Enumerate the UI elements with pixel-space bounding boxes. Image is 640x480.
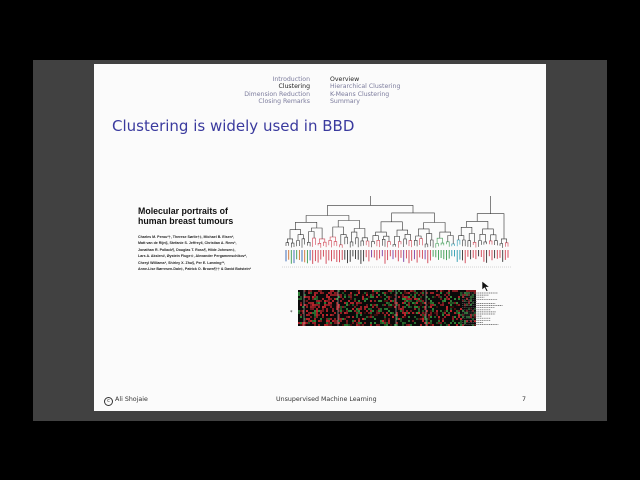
author-line: Matt van de Rijn§, Stefanie S. Jeffrey‖, Christian A. Rees*, bbox=[138, 241, 237, 246]
nav-subsection-overview[interactable]: Overview bbox=[330, 76, 360, 83]
author-line: Cheryl Williams*, Shirley X. Zhu§, Per E. Lønning**, bbox=[138, 260, 226, 265]
gene-cluster-labels-image bbox=[462, 292, 514, 328]
heatmap-image bbox=[298, 290, 476, 326]
article-title-line-1: Molecular portraits of bbox=[138, 206, 228, 216]
nav-section-introduction[interactable]: Introduction bbox=[272, 76, 310, 83]
nav-subsection-kmeans[interactable]: K-Means Clustering bbox=[330, 90, 390, 98]
figure-marker: * bbox=[290, 310, 293, 316]
mouse-cursor-icon bbox=[481, 280, 491, 292]
author-line: Charles M. Perou*†, Therese Sørlie†‡, Michael B. Eisen*, bbox=[138, 235, 235, 239]
article-title-line-2: human breast tumours bbox=[138, 216, 234, 226]
nav-section-closing-remarks[interactable]: Closing Remarks bbox=[258, 97, 310, 105]
footer-author-name: Ali Shojaie bbox=[115, 396, 148, 403]
copyright-icon: c bbox=[104, 397, 113, 406]
author-line: Lars A. Akslen#, Øystein Fluge☆, Alexander Pergamenschikov*, bbox=[138, 254, 248, 259]
nav-subsection-summary[interactable]: Summary bbox=[330, 97, 360, 105]
footer-author bbox=[104, 396, 148, 406]
article-authors bbox=[138, 234, 276, 272]
article-title bbox=[138, 206, 233, 226]
section-nav bbox=[244, 76, 310, 105]
slide bbox=[94, 64, 546, 411]
page-number: 7 bbox=[522, 396, 527, 403]
nav-section-clustering[interactable]: Clustering bbox=[278, 83, 310, 91]
author-line: Anne-Lise Børresen-Dale‡, Patrick O. Brown¶†† & David Botstein* bbox=[138, 267, 252, 272]
paper-figure bbox=[132, 196, 536, 336]
subsection-nav bbox=[330, 76, 400, 105]
footer-course: Unsupervised Machine Learning bbox=[276, 396, 377, 403]
nav-subsection-hierarchical[interactable]: Hierarchical Clustering bbox=[330, 83, 401, 91]
dendrogram-image bbox=[280, 196, 518, 270]
nav-section-dimension-reduction[interactable]: Dimension Reduction bbox=[244, 90, 310, 98]
author-line: Jonathan R. Pollack¶, Douglas T. Ross¶, Hilde Johnsen‡, bbox=[138, 247, 236, 252]
slide-title: Clustering is widely used in BBD bbox=[112, 117, 355, 135]
